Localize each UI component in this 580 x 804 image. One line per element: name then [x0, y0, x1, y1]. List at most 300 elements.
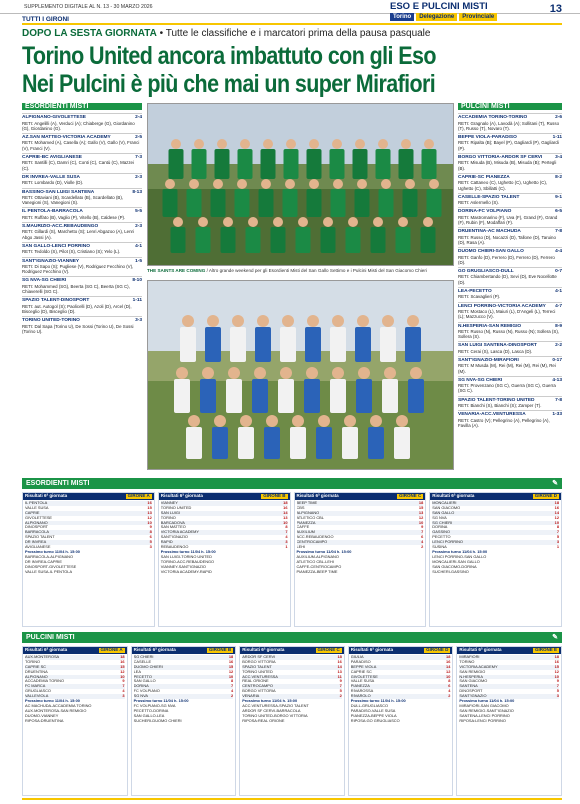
team-name: BORGO VITTORIA — [242, 659, 276, 664]
team-points: 7 — [231, 683, 234, 689]
team-points: 3 — [149, 544, 152, 550]
player-head — [280, 367, 292, 379]
fixture-item: AUXILIUM-ALPIGNANO — [296, 553, 339, 559]
match-scorers: RETI: Russo (N), Russo (N), Russo (N); Sollera (S), Sollera (S). — [458, 328, 559, 340]
match-score-row — [22, 257, 142, 264]
team-points: 3 — [556, 539, 559, 545]
match-item — [458, 173, 562, 191]
fixture-item: RIPOSA:GO GRUGLIASCO — [350, 717, 400, 723]
match-item — [458, 207, 562, 225]
team-points: 8 — [231, 678, 234, 684]
player-head — [257, 315, 269, 327]
team-points: 18 — [228, 653, 234, 659]
player-head — [332, 367, 344, 379]
tab-torino[interactable]: Torino — [390, 13, 414, 21]
standings-box-header — [240, 647, 344, 654]
player-head — [370, 415, 382, 427]
team-name: CAPRIE SC — [350, 669, 372, 674]
player-head — [286, 139, 296, 149]
pulcini-standings — [22, 646, 562, 796]
match-teams: TORINO UNITED-TORINO — [22, 318, 80, 324]
match-teams: DR INVREA-VALLE SUSA — [22, 174, 81, 180]
team-points: 3 — [285, 539, 288, 545]
team-name: CENTROCAMPO — [296, 540, 328, 545]
match-scorers: RETI: Gragnalo (A), Lavodà (A); Sollitani (T), Russo (T), Russo (T), Novaro (T). — [458, 120, 560, 131]
team-name: REAL ORIONE — [242, 679, 269, 684]
player-head — [223, 217, 233, 227]
match-result: 4-4 — [555, 249, 562, 255]
right-match-list — [458, 113, 562, 428]
team-name: REBAUDENGO — [160, 545, 189, 550]
team-points: 7 — [122, 683, 125, 689]
match-score-row — [458, 133, 562, 140]
fixture-item: SANTENA-LENCI PORRINO — [459, 712, 510, 718]
standings-box — [456, 646, 562, 796]
player-head — [213, 179, 223, 189]
match-item — [458, 113, 562, 131]
team-name: ACC.VENTURESSA — [242, 674, 278, 679]
team-points: 6 — [448, 683, 451, 689]
player-head — [254, 367, 266, 379]
team-name: PIANEZZA — [350, 684, 370, 689]
player-head — [398, 217, 408, 227]
team-points: 8 — [149, 529, 152, 535]
team-points: 9 — [421, 524, 424, 530]
left-results-column — [22, 103, 142, 473]
player-head — [396, 415, 408, 427]
player-shirt — [356, 379, 372, 413]
match-teams: BEPPE VIOLA-PARADISO — [458, 135, 517, 141]
match-score-row — [458, 267, 562, 274]
group-label: GIRONE B — [263, 493, 286, 498]
fixture-item: DINOSPORT-GIVOLETTESE — [25, 563, 77, 569]
match-scorers: RETI: Provenzano (SG C), Guerra (SG C), Guerra (SG C). — [458, 383, 556, 394]
fixture-item: SAN LUIGI-TORINO UNITED — [160, 553, 212, 559]
match-result: 7-8 — [555, 229, 562, 235]
player-head — [344, 415, 356, 427]
team-points: 18 — [283, 499, 288, 505]
match-item — [22, 276, 142, 294]
fixture-item: AUX.MONTEROSA-SAN REMIGIO — [25, 707, 87, 713]
match-scorers: RETI: Ottaviani (B), Scardellato (B), Scardellato (B), Vanegioni (S), Vanegioni (S). — [22, 194, 124, 206]
team-name: DORINA — [432, 525, 448, 530]
team-points: 16 — [554, 658, 559, 664]
player-shirt — [382, 379, 398, 413]
player-shirt — [368, 427, 384, 459]
fixture-item: RIPOSA:LENCI PORRINO — [459, 717, 506, 723]
match-teams: SG NVA-SG CHIERI — [22, 278, 67, 284]
match-item — [22, 296, 142, 314]
team-name: VALLEVIOLA — [25, 694, 49, 699]
standings-body — [457, 654, 561, 725]
team-points: 13 — [418, 509, 424, 515]
team-points: 7 — [556, 529, 559, 535]
team-points: 15 — [418, 504, 424, 510]
match-score-row — [458, 193, 562, 200]
next-round-label: Prossimo turno 11/04 h. 15:00 — [459, 698, 515, 704]
match-scorers: RETI: Chiambertando (D), Sevi (D), Eve Nocellotte (D). — [458, 274, 557, 285]
team-points: 18 — [337, 653, 342, 659]
match-teams: BASSINO-SAN LUIGI SANTENA — [22, 189, 95, 195]
team-points: 11 — [337, 673, 342, 679]
player-shirt — [278, 379, 294, 413]
tab-provinciale[interactable]: Provinciale — [459, 13, 497, 21]
caption-rest: / Altro grande weekend per gli Esordienti Misti del San Gallo Settimo e i Pulcini Misti del San Giacomo Chieri — [206, 268, 427, 273]
team-points: 12 — [554, 514, 559, 520]
team-name: ACC.REBAUDENGO — [296, 535, 334, 540]
esordienti-standings — [22, 492, 562, 627]
player-shirt — [399, 149, 414, 179]
team-points: 12 — [147, 514, 152, 520]
team-points: 15 — [228, 663, 234, 669]
team-points: 5 — [556, 534, 559, 540]
player-head — [263, 139, 273, 149]
team-points: 8 — [556, 524, 559, 530]
match-scorers: RETI: Ripalta (B); Bayel (P), Gagliardi (P), Gagliardi (P). — [458, 140, 559, 151]
match-result: 1-11 — [552, 135, 562, 141]
match-scorers: RETI: Ruffato (B), Vaglio (P), Vitello (B), Caldese (P). — [22, 214, 126, 220]
match-result: 1-33 — [552, 412, 562, 418]
team-points: 7 — [421, 529, 424, 535]
player-shirt — [321, 227, 336, 253]
player-head — [165, 179, 175, 189]
pulcini-stripe-title: PULCINI MISTI — [26, 634, 75, 641]
team-points: 9 — [149, 524, 152, 530]
match-item — [458, 396, 562, 409]
player-shirt — [380, 327, 396, 362]
player-head — [189, 179, 199, 189]
player-head — [228, 367, 240, 379]
player-shirt — [255, 327, 271, 362]
next-round-label: Prossimo turno 11/04 h. 15:00 — [160, 548, 216, 554]
player-shirt — [307, 149, 322, 179]
team-name: PECETTO — [133, 674, 152, 679]
match-item — [458, 247, 562, 265]
match-item — [458, 356, 562, 374]
player-shirt — [283, 189, 298, 217]
group-label: GIRONE E — [534, 647, 557, 652]
match-score-row — [458, 410, 562, 417]
match-teams: SPAZIO TALENT-TORINO UNITED — [458, 397, 535, 403]
match-score-row — [22, 133, 142, 140]
match-result: 4-7 — [555, 303, 562, 309]
team-name: BARCADOVA — [160, 520, 185, 525]
team-name: VICTORIA ACADEMY — [160, 530, 199, 535]
team-points: 12 — [554, 668, 559, 674]
match-teams: SG NVA-SG CHIERI — [458, 377, 503, 383]
player-shirt — [271, 227, 286, 253]
player-shirt — [187, 189, 202, 217]
match-score-row — [22, 113, 142, 120]
player-head — [355, 139, 365, 149]
match-score-row — [22, 316, 142, 323]
fixture-item: ACC.VENTURESSA-SPAZIO TALENT — [242, 702, 309, 708]
group-label: GIRONE C — [398, 493, 422, 498]
match-scorers: RETI: Santilli (C), Damri (C), Conti (C), Cantù (C), Mazzei (C). — [22, 160, 134, 171]
player-shirt — [394, 427, 410, 459]
match-scorers: RETI: Di Sapo (S); Pugliese (V), Rodriguez Fecchino (V), Rodriguez Fecchino (V). — [22, 263, 134, 275]
match-teams: GO GRUGLIASCO-DULL — [458, 269, 514, 275]
team-name: DUOMO CHIERI — [133, 664, 163, 669]
team-name: BEPPE VIOLA — [350, 664, 377, 669]
player-shirt — [259, 189, 274, 217]
match-item — [458, 341, 562, 354]
player-shirt — [264, 427, 280, 459]
team-name: RIVAROSSA — [350, 689, 374, 694]
fixture-item: DR INVREA-CAPRIE — [25, 558, 62, 564]
match-teams: BORGO VITTORIA-ARDOR SF CERVI — [458, 155, 543, 161]
team-photo-top-drawing — [148, 104, 454, 266]
player-shirt — [355, 327, 371, 362]
match-item — [458, 227, 562, 245]
player-head — [217, 139, 227, 149]
match-score-row — [22, 222, 142, 229]
player-shirt — [192, 149, 207, 179]
team-points: 14 — [337, 663, 342, 669]
team-name: VIANNEY — [160, 500, 178, 505]
match-item — [22, 242, 142, 255]
fixture-item: PARADISO-VALLE SUSA — [350, 707, 396, 713]
player-shirt — [403, 189, 418, 217]
match-teams: DRUENTINA-AC MACHUDA — [458, 229, 521, 235]
standings-box — [158, 492, 291, 627]
team-points: 14 — [554, 509, 559, 515]
team-name: MONCALIERI — [432, 500, 457, 505]
standings-box-header — [349, 647, 453, 654]
team-points: 7 — [285, 529, 288, 535]
match-teams: SAN LUIGI SANTENA-DINOSPORT — [458, 343, 537, 349]
team-name: CAFFE — [296, 525, 310, 530]
match-result: 0-17 — [552, 357, 562, 363]
fixture-item: TORINO UNITED-BORGO VITTORIA — [242, 712, 308, 718]
match-item — [22, 222, 142, 240]
team-points: 12 — [418, 514, 424, 520]
standings-box-header — [295, 493, 426, 500]
player-shirt — [353, 149, 368, 179]
player-shirt — [230, 327, 246, 362]
match-result: 8-13 — [132, 189, 142, 195]
player-head — [348, 217, 358, 227]
group-label: GIRONE D — [534, 493, 557, 498]
player-head — [318, 415, 330, 427]
match-result: 7-3 — [135, 155, 142, 161]
team-name: DINOSPORT — [25, 525, 49, 530]
player-shirt — [211, 189, 226, 217]
match-score-row — [458, 341, 562, 348]
player-head — [292, 415, 304, 427]
fixture-item: LENCI PORRINO-SAN GALLO — [432, 553, 487, 559]
player-head — [332, 139, 342, 149]
next-round-label: Prossimo turno 11/04 h. 15:00 — [296, 548, 352, 554]
team-name: LEHI — [296, 545, 306, 550]
team-points: 2 — [231, 693, 234, 699]
player-shirt — [226, 379, 242, 413]
team-name: SG NVA — [133, 694, 149, 699]
match-score-row — [458, 287, 562, 294]
team-name: BORGO VITTORIA — [242, 689, 276, 694]
match-score-row — [22, 153, 142, 160]
team-points: 10 — [228, 673, 234, 679]
player-head — [424, 139, 434, 149]
team-name: GRUGLIASCO — [25, 689, 51, 694]
team-points: 18 — [446, 653, 451, 659]
match-teams: CASELLE-SPAZIO TALENT — [458, 194, 520, 200]
fixture-item: SAN GALLO-LEA — [133, 712, 165, 718]
standings-body — [159, 500, 290, 576]
group-label: GIRONE B — [208, 647, 232, 652]
standings-box-header — [23, 647, 127, 654]
match-scorers: RETI: Cerai (S), Lasca (D), Lasca (D). — [458, 348, 533, 354]
photo-caption — [147, 268, 454, 273]
match-item — [22, 113, 142, 131]
player-head — [248, 217, 258, 227]
standings-body — [132, 654, 236, 725]
team-points: 15 — [554, 663, 559, 669]
group-label: GIRONE A — [127, 493, 150, 498]
player-shirt — [305, 327, 321, 362]
team-name: PARADISO — [350, 659, 371, 664]
match-result: 1-11 — [132, 298, 142, 304]
player-shirt — [408, 379, 424, 413]
match-score-row — [458, 396, 562, 403]
player-shirt — [371, 227, 386, 253]
next-round-label: Prossimo turno 11/04 h. 15:00 — [133, 698, 189, 704]
match-teams: AZ.SAN MATTEO-VICTORIA ACADEMY — [22, 135, 111, 141]
team-name: SAN MATTEO — [160, 525, 186, 530]
section-title: ESO E PULCINI MISTI — [390, 1, 488, 12]
kicker-bold: DOPO LA SESTA GIORNATA — [22, 28, 157, 39]
fixture-item: VIANNEY-SANT'IGNAZIO — [160, 563, 206, 569]
team-points: 12 — [446, 668, 451, 674]
player-head — [378, 139, 388, 149]
standings-box — [294, 492, 427, 627]
team-name: TORINO — [25, 659, 41, 664]
match-item — [22, 207, 142, 220]
round-label: Risultati 6ª giornata — [296, 493, 339, 498]
match-teams: N.HESPERIA-SAN REMIGIO — [458, 323, 522, 329]
match-scorers: RETI: Mohammed (SG), Beerta (SG C), Beerta (SG C), Chiaverelli (SG C). — [22, 283, 130, 295]
team-name: MIRAFIORI — [459, 654, 480, 659]
player-head — [240, 415, 252, 427]
match-teams: ACCADEMIA TORINO-TORINO — [458, 115, 528, 121]
tab-delegazione[interactable]: Delegazione — [416, 13, 457, 21]
player-head — [405, 179, 415, 189]
team-points: 16 — [554, 504, 559, 510]
team-name: SAN GIACOMO — [432, 505, 461, 510]
team-points: 4 — [122, 688, 125, 694]
team-name: TORINO — [459, 659, 475, 664]
match-scorers: RETI: Mohamed (A), Casella (A); Gallo (V), Gallo (V), Franci (V), Franci (V). — [22, 140, 140, 151]
player-head — [261, 179, 271, 189]
player-shirt — [330, 327, 346, 362]
match-score-row — [22, 173, 142, 180]
team-name: ARDOR SF CERVI — [242, 654, 276, 659]
player-head — [323, 217, 333, 227]
match-teams: CAPRIE-SC PIANEZZA — [458, 174, 510, 180]
player-shirt — [186, 427, 202, 459]
team-points: 13 — [283, 514, 288, 520]
match-score-row — [458, 376, 562, 383]
fixture-item: DULL-GRUGLIASCO — [350, 702, 388, 708]
player-head — [429, 179, 439, 189]
team-points: 16 — [120, 658, 125, 664]
team-points: 3 — [556, 693, 559, 699]
match-score-row — [22, 188, 142, 195]
team-name: ATLETICO CBL — [296, 515, 324, 520]
player-head — [410, 367, 422, 379]
match-score-row — [458, 302, 562, 309]
group-label: GIRONE A — [100, 647, 123, 652]
match-teams: DORINA-FC VOLPIANO — [458, 209, 512, 215]
next-round-label: Prossimo turno 11/04 h. 15:00 — [242, 698, 298, 704]
player-shirt — [330, 379, 346, 413]
match-score-row — [458, 113, 562, 120]
team-points: 10 — [446, 673, 451, 679]
team-name: CASELLE — [133, 659, 152, 664]
player-shirt — [280, 327, 296, 362]
player-shirt — [246, 227, 261, 253]
team-name: VALLE SUSA — [25, 505, 49, 510]
match-item — [22, 257, 142, 275]
team-points: 5 — [339, 688, 342, 694]
team-photo-top — [147, 103, 454, 266]
player-shirt — [427, 189, 442, 217]
header-divider — [22, 23, 562, 25]
team-points: 16 — [147, 499, 152, 505]
team-points: 3 — [122, 693, 125, 699]
team-name: DRUENTINA — [25, 669, 48, 674]
player-head — [266, 415, 278, 427]
team-name: TORINO — [160, 515, 176, 520]
player-head — [240, 139, 250, 149]
team-name: SG CHIERI — [432, 520, 453, 525]
team-points: 9 — [339, 678, 342, 684]
right-results-column — [458, 103, 562, 473]
player-shirt — [379, 189, 394, 217]
player-head — [407, 315, 419, 327]
supplement-line: SUPPLEMENTO DIGITALE AL N. 13 - 30 MARZO 2026 — [24, 4, 153, 10]
team-points: 14 — [446, 663, 451, 669]
match-scorers: RETI: Castro (V); Pellegrino (A), Pellegrino (A), Favilla (A). — [458, 417, 550, 428]
team-points: 9 — [556, 678, 559, 684]
standings-box — [239, 646, 345, 796]
team-name: PIANEZZA — [296, 520, 316, 525]
team-name: SAN LUIGI — [160, 510, 180, 515]
team-name: ALPIGNANO — [25, 520, 48, 525]
player-head — [373, 217, 383, 227]
player-shirt — [290, 427, 306, 459]
match-result: 0-7 — [555, 269, 562, 275]
team-name: SANT'IGNAZIO — [459, 694, 487, 699]
player-shirt — [331, 189, 346, 217]
standings-body — [23, 500, 154, 576]
team-name: SAN REMIGIO — [459, 669, 486, 674]
next-round-label: Prossimo turno 11/04 h. 15:00 — [350, 698, 406, 704]
match-result: 4-13 — [552, 377, 562, 383]
player-head — [198, 217, 208, 227]
fixture-item: CAFFE-CENTROCAMPO — [296, 563, 342, 569]
team-points: 2 — [448, 693, 451, 699]
next-round-label: Prossimo turno 11/04 h. 15:00 — [25, 698, 80, 704]
player-shirt — [296, 227, 311, 253]
player-head — [306, 367, 318, 379]
match-scorers: RETI: Angelilli (A), Verduci (A); Chiaberge (G), Giordanino (G), Giordanino (G). — [22, 120, 135, 131]
team-name: AUXILIUM — [296, 530, 315, 535]
fixture-item: TORINO-ACC.REBAUDENGO — [160, 558, 215, 564]
fixture-item: DUOMO-VIANNEY — [25, 712, 59, 718]
fixture-item: RIPOSA:REAL ORIONE — [242, 717, 285, 723]
fixture-item: VICTORIA ACADEMY-RAPID — [160, 568, 212, 574]
